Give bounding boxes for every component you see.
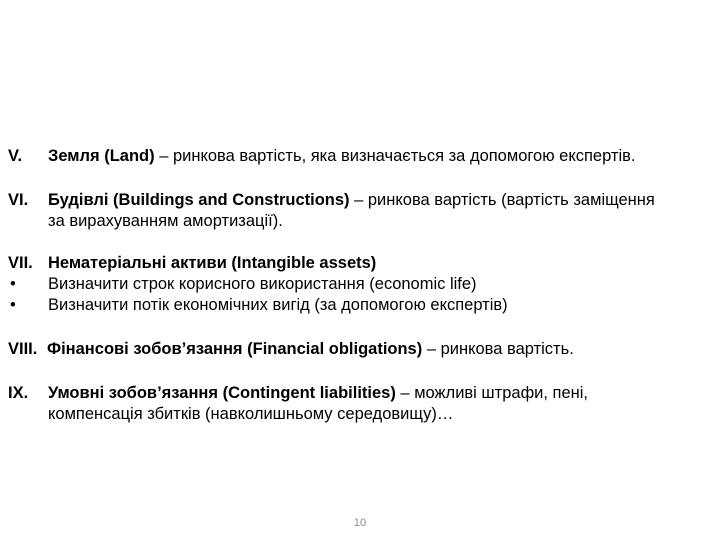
item-numeral: IX. xyxy=(8,384,29,402)
item-numeral: VIII. xyxy=(8,340,38,358)
item-text xyxy=(48,383,588,404)
item-numeral: VII. xyxy=(8,254,33,272)
bullet-icon: • xyxy=(10,296,16,314)
bullet-icon: • xyxy=(10,275,16,293)
item-text xyxy=(48,253,376,274)
item-description: – ринкова вартість (вартість заміщення xyxy=(349,191,655,209)
item-heading: Нематеріальні активи (Intangible assets) xyxy=(48,254,377,272)
item-continuation: за вирахуванням амортизації). xyxy=(48,212,283,230)
item-heading: Умовні зобов’язання (Contingent liabilities) xyxy=(48,384,396,402)
item-description: – можливі штрафи, пені, xyxy=(395,384,589,402)
bullet-text: Визначити строк корисного використання (economic life) xyxy=(48,275,477,293)
item-description: – ринкова вартість. xyxy=(422,340,574,358)
item-description: – ринкова вартість, яка визначається за допомогою експертів. xyxy=(154,147,636,165)
item-numeral: V. xyxy=(8,147,23,165)
item-continuation: компенсація збитків (навколишньому середовищу)… xyxy=(48,405,454,423)
item-heading: Земля (Land) xyxy=(48,147,155,165)
item-heading: Фінансові зобов’язання (Financial obligations) xyxy=(47,340,423,358)
item-heading: Будівлі (Buildings and Constructions) xyxy=(48,191,350,209)
item-numeral: VI. xyxy=(8,191,29,209)
item-text xyxy=(48,146,636,167)
item-text xyxy=(47,339,574,360)
bullet-text: Визначити потік економічних вигід (за допомогою експертів) xyxy=(48,296,508,314)
page-number: 10 xyxy=(353,517,367,529)
item-text xyxy=(48,190,655,211)
